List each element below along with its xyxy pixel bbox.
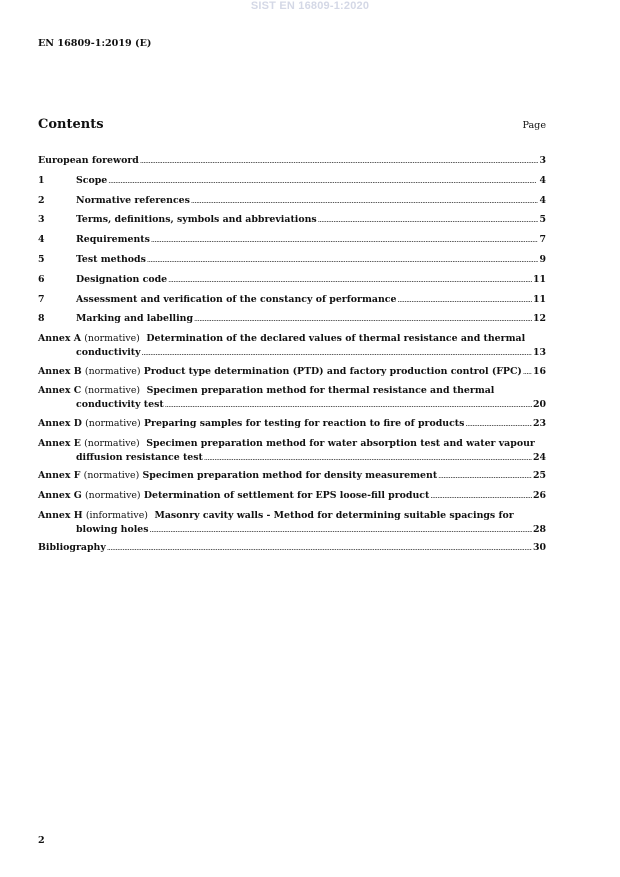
- annex-type: (informative): [85, 509, 148, 521]
- toc-entry-page: 24: [532, 451, 546, 463]
- clause-number: 7: [38, 293, 45, 305]
- clause-number: 8: [38, 313, 45, 325]
- toc-entry-page: 28: [532, 523, 546, 535]
- toc-entry-clause-5[interactable]: [38, 254, 546, 274]
- annex-type: (normative): [85, 417, 141, 429]
- annex-type: (normative): [84, 333, 140, 345]
- toc-entry-title: Designation code: [76, 273, 168, 285]
- leader-dots: [165, 401, 532, 409]
- leader-dots: [397, 296, 532, 304]
- toc-entry-annex-d[interactable]: [38, 418, 546, 438]
- table-of-contents: [38, 155, 546, 562]
- toc-entry-annex-f[interactable]: [38, 470, 546, 490]
- toc-entry-clause-2[interactable]: [38, 195, 546, 215]
- toc-entry-page: 4: [539, 194, 546, 206]
- annex-label: Annex C: [38, 385, 82, 397]
- leader-dots: [438, 472, 532, 480]
- annex-title-line1: Specimen preparation method for thermal resistance and thermal: [146, 385, 495, 397]
- toc-entry-bibliography[interactable]: [38, 542, 546, 562]
- leader-dots: [191, 197, 539, 205]
- leader-dots: [140, 157, 539, 165]
- toc-entry-title: Scope: [76, 174, 108, 186]
- toc-entry-page: 26: [532, 490, 546, 502]
- clause-number: 6: [38, 273, 45, 285]
- clause-number: 1: [38, 174, 45, 186]
- toc-entry-annex-g[interactable]: [38, 490, 546, 510]
- watermark: SIST EN 16809-1:2020: [250, 0, 370, 12]
- annex-title-line1: Determination of the declared values of thermal resistance and thermal: [146, 333, 526, 345]
- clause-number: 2: [38, 194, 45, 206]
- toc-entry-title: Marking and labelling: [76, 313, 194, 325]
- annex-label: Annex D: [38, 417, 82, 429]
- toc-entry-page: 11: [532, 273, 546, 285]
- toc-entry-page: 11: [532, 293, 546, 305]
- toc-entry-foreword[interactable]: [38, 155, 546, 175]
- toc-entry-page: 3: [539, 155, 546, 166]
- leader-dots: [151, 236, 539, 244]
- toc-entry-annex-b[interactable]: [38, 366, 546, 386]
- leader-dots: [523, 368, 532, 376]
- annex-label: Annex F: [38, 470, 81, 482]
- toc-entry-clause-6[interactable]: [38, 274, 546, 294]
- toc-entry-annex-e[interactable]: [38, 438, 546, 466]
- toc-entry-page: 7: [539, 234, 546, 246]
- toc-entry-page: 16: [532, 365, 546, 377]
- annex-title-line1: Preparing samples for testing for reaction to fire of products: [143, 417, 465, 429]
- annex-label: Annex E: [38, 437, 81, 449]
- toc-entry-clause-4[interactable]: [38, 234, 546, 254]
- toc-entry-page: 13: [532, 347, 546, 359]
- toc-entry-page: 12: [532, 313, 546, 325]
- toc-entry-clause-7[interactable]: [38, 294, 546, 314]
- annex-label: Annex A: [38, 333, 81, 345]
- annex-title-line1: Specimen preparation method for water absorption test and water vapour: [146, 437, 535, 449]
- annex-title-line2: conductivity: [76, 347, 141, 359]
- annex-title-line1: Product type determination (PTD) and factory production control (FPC): [143, 365, 522, 377]
- toc-entry-page: 30: [532, 542, 546, 554]
- annex-title-line2: conductivity test: [76, 399, 164, 411]
- toc-entry-annex-c[interactable]: [38, 385, 546, 413]
- annex-type: (normative): [84, 385, 141, 397]
- leader-dots: [150, 526, 532, 534]
- toc-entry-page: 23: [532, 417, 546, 429]
- annex-title-line2: blowing holes: [76, 523, 149, 535]
- toc-entry-page: 25: [532, 470, 546, 482]
- toc-entry-page: 9: [539, 253, 546, 265]
- clause-number: 4: [38, 234, 45, 246]
- contents-title: Contents: [38, 117, 104, 132]
- document-id: EN 16809-1:2019 (E): [38, 38, 152, 49]
- toc-entry-page: 4: [539, 174, 546, 186]
- page-column-label: Page: [522, 120, 546, 131]
- toc-entry-title: Terms, definitions, symbols and abbreviations: [76, 214, 317, 226]
- clause-number: 3: [38, 214, 45, 226]
- toc-entry-title: Assessment and verification of the constancy of performance: [76, 293, 397, 305]
- toc-entry-title: Requirements: [76, 234, 150, 246]
- annex-type: (normative): [84, 365, 141, 377]
- toc-entry-annex-h[interactable]: [38, 510, 546, 538]
- leader-dots: [107, 544, 532, 552]
- leader-dots: [108, 177, 538, 185]
- annex-label: Annex G: [38, 490, 82, 502]
- toc-entry-title: Normative references: [76, 194, 190, 206]
- leader-dots: [194, 315, 532, 323]
- toc-entry-page: 5: [539, 214, 546, 226]
- annex-title-line1: Specimen preparation method for density measurement: [142, 470, 438, 482]
- toc-entry-title: Test methods: [76, 253, 146, 265]
- annex-label: Annex B: [38, 365, 82, 377]
- leader-dots: [318, 216, 539, 224]
- annex-type: (normative): [83, 470, 140, 482]
- annex-title-line2: diffusion resistance test: [76, 451, 203, 463]
- toc-entry-title: Bibliography: [38, 542, 106, 554]
- toc-entry-clause-1[interactable]: [38, 175, 546, 195]
- annex-label: Annex H: [38, 509, 83, 521]
- toc-entry-clause-8[interactable]: [38, 313, 546, 333]
- leader-dots: [168, 276, 532, 284]
- annex-title-line1: Determination of settlement for EPS loose-fill product: [143, 490, 430, 502]
- annex-title-line1: Masonry cavity walls - Method for determining suitable spacings for: [154, 509, 514, 521]
- leader-dots: [204, 454, 532, 462]
- toc-entry-annex-a[interactable]: [38, 333, 546, 361]
- toc-entry-title: European foreword: [38, 155, 139, 166]
- leader-dots: [465, 420, 532, 428]
- leader-dots: [142, 349, 532, 357]
- toc-entry-clause-3[interactable]: [38, 214, 546, 234]
- annex-type: (normative): [85, 490, 141, 502]
- clause-number: 5: [38, 253, 45, 265]
- toc-entry-page: 20: [532, 399, 546, 411]
- leader-dots: [430, 492, 532, 500]
- page-number: 2: [38, 835, 45, 846]
- leader-dots: [147, 256, 539, 264]
- annex-type: (normative): [84, 437, 140, 449]
